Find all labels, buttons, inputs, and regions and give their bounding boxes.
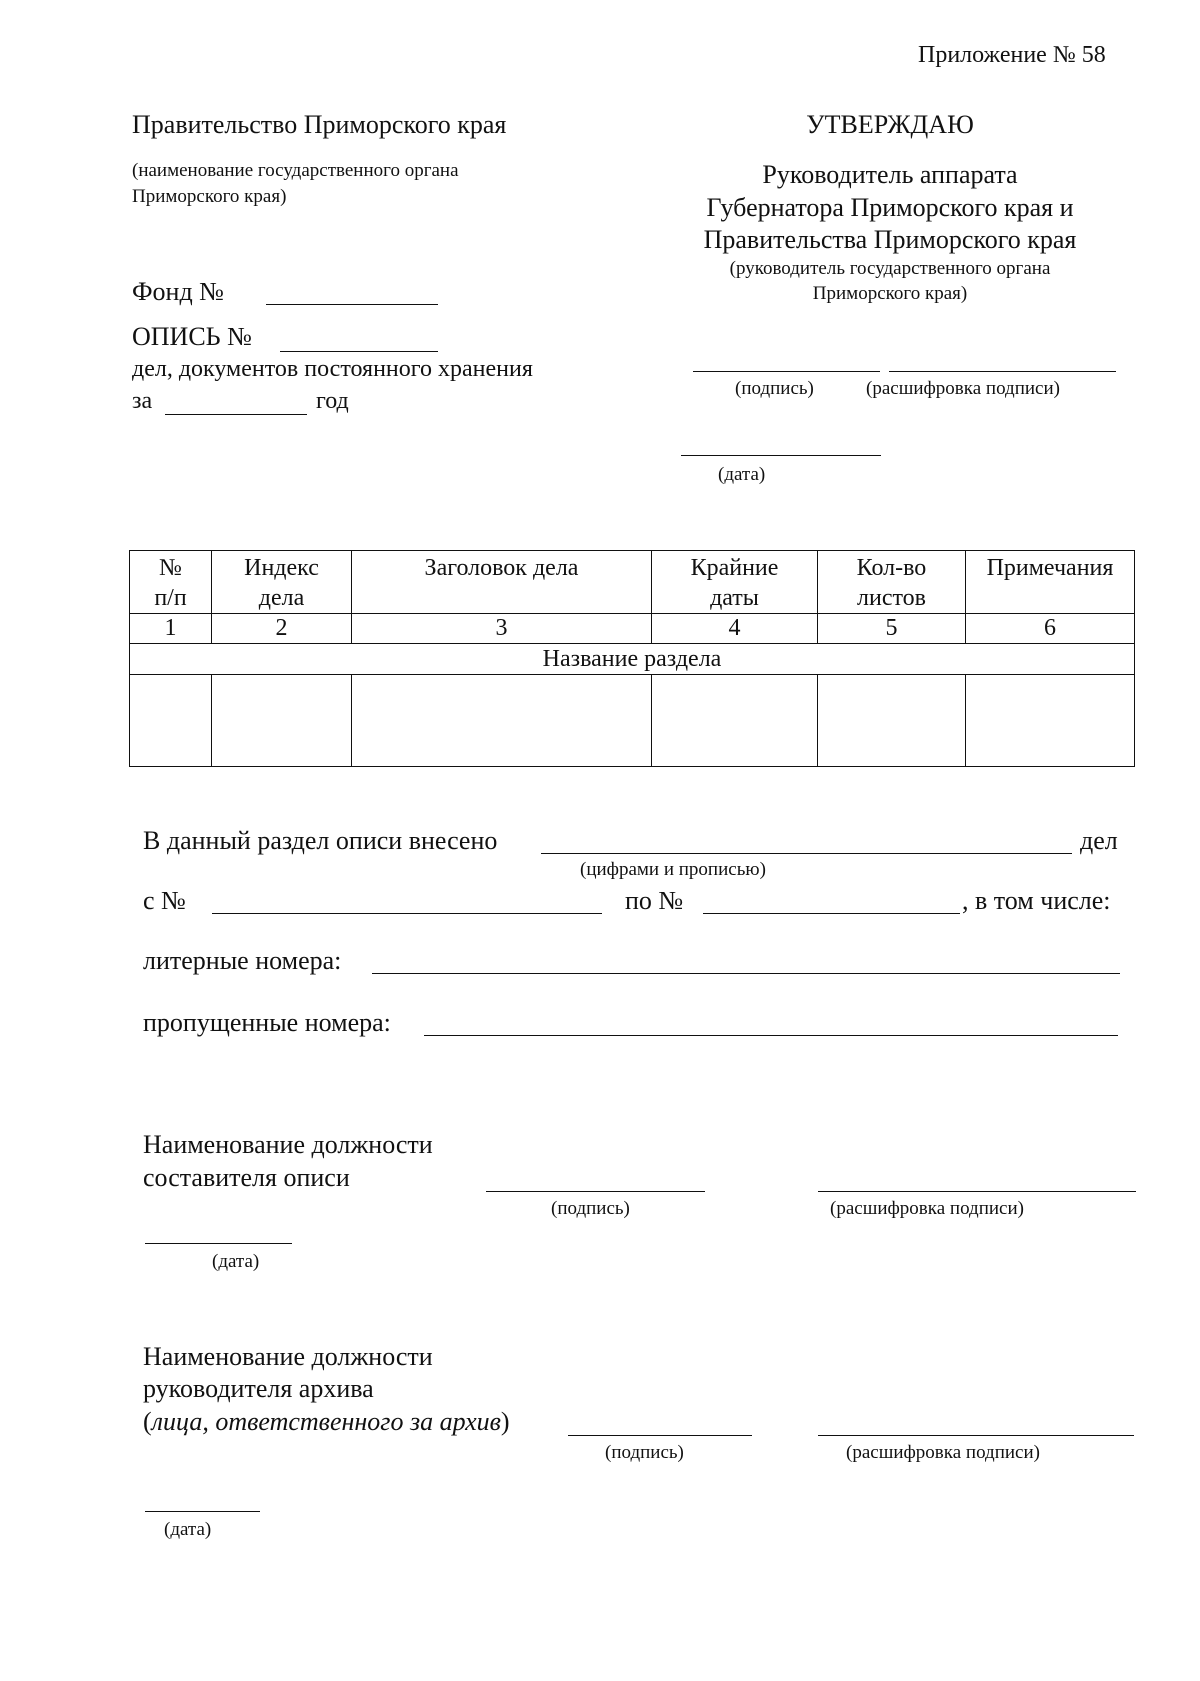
approver-line1: Руководитель аппарата (762, 160, 1018, 189)
including-label: , в том числе: (962, 886, 1111, 915)
col-number-2: 2 (212, 614, 352, 644)
col-header-number: № п/п (130, 551, 212, 614)
archive-signature-line[interactable] (568, 1435, 752, 1436)
col-header-notes: Примечания (966, 551, 1135, 614)
approver-decoding-line[interactable] (889, 371, 1116, 372)
approve-title: УТВЕРЖДАЮ (806, 110, 974, 139)
table-cell[interactable] (352, 675, 652, 767)
to-number-line[interactable] (703, 913, 960, 914)
approver-hint-line1: (руководитель государственного органа (729, 258, 1051, 279)
table-cell[interactable] (818, 675, 966, 767)
approver-signature-hint: (подпись) (735, 378, 814, 399)
archive-date-hint: (дата) (164, 1519, 212, 1540)
missing-numbers-line[interactable] (424, 1035, 1118, 1036)
entered-label: В данный раздел описи внесено (143, 826, 498, 855)
col-number-1: 1 (130, 614, 212, 644)
approver-date-line[interactable] (681, 455, 881, 456)
table-cell[interactable] (966, 675, 1135, 767)
col-number-3: 3 (352, 614, 652, 644)
opis-number-line[interactable] (280, 351, 438, 352)
year-line[interactable] (165, 414, 307, 415)
table-cell[interactable] (130, 675, 212, 767)
col-header-title: Заголовок дела (352, 551, 652, 614)
compiler-decoding-hint: (расшифровка подписи) (830, 1198, 1024, 1219)
letter-numbers-line[interactable] (372, 973, 1120, 974)
approver-hint-line2: Приморского края) (812, 283, 968, 304)
approver-line3: Правительства Приморского края (703, 225, 1077, 254)
archive-position-line2: руководителя архива (143, 1374, 374, 1403)
section-title: Название раздела (130, 644, 1135, 675)
opis-label: ОПИСЬ № (132, 322, 252, 351)
year-prefix: за (132, 388, 153, 414)
table-numbers-row (130, 614, 1135, 644)
from-label: с № (143, 886, 186, 915)
archive-position-line3: (лица, ответственного за архив) (143, 1407, 510, 1436)
from-number-line[interactable] (212, 913, 602, 914)
table-cell[interactable] (652, 675, 818, 767)
table-header-row (130, 551, 1135, 614)
col-number-6: 6 (966, 614, 1135, 644)
year-suffix: год (316, 388, 349, 414)
org-name: Правительство Приморского края (132, 110, 507, 139)
org-hint-line2: Приморского края) (132, 186, 287, 207)
archive-position-line1: Наименование должности (143, 1342, 433, 1371)
missing-numbers-label: пропущенные номера: (143, 1008, 391, 1037)
compiler-decoding-line[interactable] (818, 1191, 1136, 1192)
entered-hint: (цифрами и прописью) (580, 859, 766, 880)
opis-description: дел, документов постоянного хранения (132, 356, 533, 382)
approver-signature-line[interactable] (693, 371, 880, 372)
entered-unit: дел (1080, 826, 1118, 855)
fond-label: Фонд № (132, 277, 224, 306)
archive-date-line[interactable] (145, 1511, 260, 1512)
approver-decoding-hint: (расшифровка подписи) (866, 378, 1060, 399)
compiler-position-line2: составителя описи (143, 1163, 350, 1192)
col-header-dates: Крайние даты (652, 551, 818, 614)
col-number-5: 5 (818, 614, 966, 644)
compiler-signature-line[interactable] (486, 1191, 705, 1192)
entered-count-line[interactable] (541, 853, 1072, 854)
archive-signature-hint: (подпись) (605, 1442, 684, 1463)
to-label: по № (625, 886, 684, 915)
approver-date-hint: (дата) (718, 464, 766, 485)
archive-decoding-hint: (расшифровка подписи) (846, 1442, 1040, 1463)
approver-line2: Губернатора Приморского края и (706, 193, 1074, 222)
compiler-date-line[interactable] (145, 1243, 292, 1244)
org-hint-line1: (наименование государственного органа (132, 160, 459, 181)
inventory-table (129, 550, 1135, 767)
archive-decoding-line[interactable] (818, 1435, 1134, 1436)
letter-numbers-label: литерные номера: (143, 946, 342, 975)
col-header-index: Индекс дела (212, 551, 352, 614)
table-cell[interactable] (212, 675, 352, 767)
compiler-date-hint: (дата) (212, 1251, 260, 1272)
compiler-position-line1: Наименование должности (143, 1130, 433, 1159)
table-row[interactable] (130, 675, 1135, 767)
appendix-label: Приложение № 58 (918, 42, 1106, 68)
table-section-row (130, 644, 1135, 675)
fond-number-line[interactable] (266, 304, 438, 305)
compiler-signature-hint: (подпись) (551, 1198, 630, 1219)
col-number-4: 4 (652, 614, 818, 644)
col-header-sheets: Кол-во листов (818, 551, 966, 614)
